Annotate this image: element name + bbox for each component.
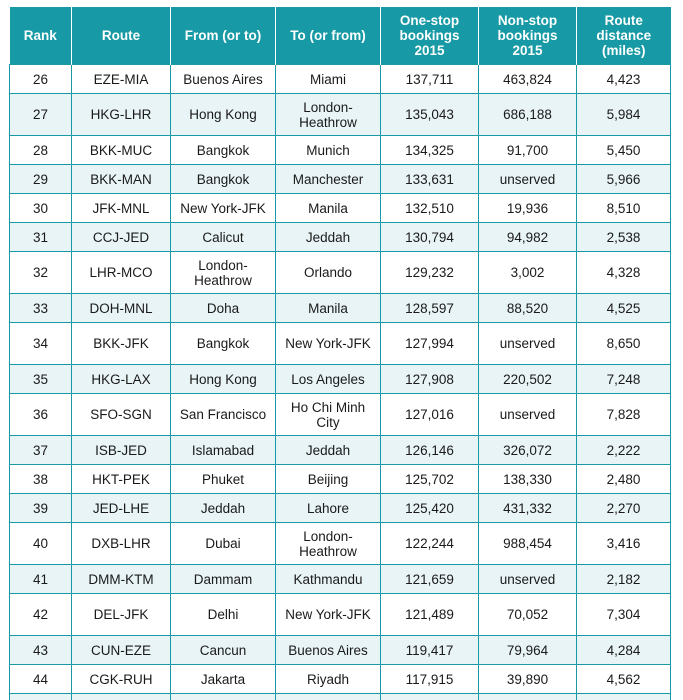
cell-route-distance: 3,416 [577,523,671,565]
cell-to: Manila [276,194,381,223]
cell-rank: 31 [10,223,72,252]
cell-from: Calicut [171,223,276,252]
cell-non-stop-bookings: 988,454 [479,523,577,565]
cell-non-stop-bookings: unserved [479,323,577,365]
cell-to: London-Heathrow [276,523,381,565]
cell-empty [479,694,577,700]
cell-non-stop-bookings: 39,890 [479,665,577,694]
cell-one-stop-bookings: 129,232 [381,252,479,294]
table-row [10,194,671,223]
cell-rank: 40 [10,523,72,565]
cell-from: Islamabad [171,436,276,465]
cell-rank: 38 [10,465,72,494]
cell-from: Doha [171,294,276,323]
cell-to: Kathmandu [276,565,381,594]
cell-route-distance: 7,828 [577,394,671,436]
cell-non-stop-bookings: 79,964 [479,636,577,665]
cell-one-stop-bookings: 130,794 [381,223,479,252]
table-row [10,365,671,394]
cell-from: Bangkok [171,136,276,165]
cell-empty [276,694,381,700]
cell-route-distance: 8,510 [577,194,671,223]
table-row [10,323,671,365]
cell-to: Los Angeles [276,365,381,394]
table-row [10,636,671,665]
cell-from: New York-JFK [171,194,276,223]
cell-route-distance: 2,480 [577,465,671,494]
table-row [10,565,671,594]
column-header-one-stop-bookings: One-stop bookings 2015 [381,7,479,65]
cell-from: London-Heathrow [171,252,276,294]
cell-from: Hong Kong [171,94,276,136]
table-row [10,494,671,523]
cell-from: Cancun [171,636,276,665]
cell-one-stop-bookings: 121,659 [381,565,479,594]
cell-to: London-Heathrow [276,94,381,136]
cell-to: Buenos Aires [276,636,381,665]
cell-non-stop-bookings: 138,330 [479,465,577,494]
cell-one-stop-bookings: 133,631 [381,165,479,194]
cell-route: LHR-MCO [72,252,171,294]
cell-non-stop-bookings: unserved [479,165,577,194]
cell-non-stop-bookings: 94,982 [479,223,577,252]
table-row [10,252,671,294]
column-header-route-distance: Route distance (miles) [577,7,671,65]
cell-from: Jeddah [171,494,276,523]
cell-rank: 36 [10,394,72,436]
cell-to: Jeddah [276,436,381,465]
table-row [10,523,671,565]
cell-one-stop-bookings: 135,043 [381,94,479,136]
cell-non-stop-bookings: 220,502 [479,365,577,394]
table-row [10,94,671,136]
cell-to: Miami [276,65,381,94]
cell-rank: 43 [10,636,72,665]
cell-route-distance: 4,562 [577,665,671,694]
cell-route-distance: 5,966 [577,165,671,194]
column-header-rank: Rank [10,7,72,65]
cell-rank: 33 [10,294,72,323]
cell-rank: 42 [10,594,72,636]
cell-route: CGK-RUH [72,665,171,694]
table-body [10,65,671,700]
cell-empty [72,694,171,700]
cell-from: Dubai [171,523,276,565]
cell-route: HKT-PEK [72,465,171,494]
column-header-non-stop-bookings: Non-stop bookings 2015 [479,7,577,65]
cell-rank: 41 [10,565,72,594]
cell-non-stop-bookings: 19,936 [479,194,577,223]
table-row-partial [10,694,671,700]
table-row [10,165,671,194]
cell-route-distance: 7,248 [577,365,671,394]
cell-route: HKG-LAX [72,365,171,394]
cell-route: SFO-SGN [72,394,171,436]
cell-to: Orlando [276,252,381,294]
cell-route-distance: 2,270 [577,494,671,523]
cell-non-stop-bookings: unserved [479,565,577,594]
cell-one-stop-bookings: 122,244 [381,523,479,565]
cell-to: Manila [276,294,381,323]
cell-to: New York-JFK [276,594,381,636]
cell-route-distance: 4,423 [577,65,671,94]
cell-rank: 37 [10,436,72,465]
cell-one-stop-bookings: 128,597 [381,294,479,323]
cell-route: DXB-LHR [72,523,171,565]
cell-one-stop-bookings: 127,908 [381,365,479,394]
table-row [10,294,671,323]
cell-route: CCJ-JED [72,223,171,252]
cell-rank: 30 [10,194,72,223]
cell-route-distance: 8,650 [577,323,671,365]
cell-route: EZE-MIA [72,65,171,94]
column-header-to: To (or from) [276,7,381,65]
cell-to: Manchester [276,165,381,194]
cell-non-stop-bookings: unserved [479,394,577,436]
cell-rank: 35 [10,365,72,394]
cell-one-stop-bookings: 125,702 [381,465,479,494]
cell-route: BKK-JFK [72,323,171,365]
cell-non-stop-bookings: 686,188 [479,94,577,136]
cell-to: Munich [276,136,381,165]
cell-one-stop-bookings: 125,420 [381,494,479,523]
cell-from: San Francisco [171,394,276,436]
cell-non-stop-bookings: 3,002 [479,252,577,294]
cell-to: New York-JFK [276,323,381,365]
cell-route: BKK-MUC [72,136,171,165]
cell-one-stop-bookings: 117,915 [381,665,479,694]
cell-from: Phuket [171,465,276,494]
cell-to: Ho Chi Minh City [276,394,381,436]
cell-rank: 39 [10,494,72,523]
cell-non-stop-bookings: 88,520 [479,294,577,323]
cell-empty [577,694,671,700]
column-header-from: From (or to) [171,7,276,65]
cell-one-stop-bookings: 127,016 [381,394,479,436]
cell-route-distance: 2,222 [577,436,671,465]
cell-route: DMM-KTM [72,565,171,594]
cell-empty [171,694,276,700]
column-header-route: Route [72,7,171,65]
cell-route: CUN-EZE [72,636,171,665]
cell-rank: 27 [10,94,72,136]
table-row [10,136,671,165]
cell-rank: 29 [10,165,72,194]
table-row [10,665,671,694]
cell-from: Hong Kong [171,365,276,394]
cell-from: Delhi [171,594,276,636]
cell-route: DEL-JFK [72,594,171,636]
cell-from: Dammam [171,565,276,594]
table-row [10,65,671,94]
table-row [10,436,671,465]
cell-route-distance: 2,182 [577,565,671,594]
cell-one-stop-bookings: 134,325 [381,136,479,165]
cell-one-stop-bookings: 126,146 [381,436,479,465]
cell-one-stop-bookings: 121,489 [381,594,479,636]
cell-route-distance: 7,304 [577,594,671,636]
cell-one-stop-bookings: 137,711 [381,65,479,94]
cell-to: Riyadh [276,665,381,694]
cell-non-stop-bookings: 431,332 [479,494,577,523]
cell-route: JFK-MNL [72,194,171,223]
cell-one-stop-bookings: 132,510 [381,194,479,223]
cell-empty [10,694,72,700]
cell-one-stop-bookings: 127,994 [381,323,479,365]
cell-from: Jakarta [171,665,276,694]
cell-rank: 34 [10,323,72,365]
cell-to: Jeddah [276,223,381,252]
cell-rank: 32 [10,252,72,294]
table-header-row [10,7,671,65]
cell-route: DOH-MNL [72,294,171,323]
cell-from: Bangkok [171,323,276,365]
cell-non-stop-bookings: 91,700 [479,136,577,165]
cell-route: HKG-LHR [72,94,171,136]
cell-empty [381,694,479,700]
cell-one-stop-bookings: 119,417 [381,636,479,665]
cell-to: Lahore [276,494,381,523]
cell-non-stop-bookings: 70,052 [479,594,577,636]
route-bookings-table [9,7,671,700]
cell-to: Beijing [276,465,381,494]
cell-from: Bangkok [171,165,276,194]
table-row [10,465,671,494]
table-row [10,594,671,636]
cell-rank: 44 [10,665,72,694]
table-row [10,223,671,252]
cell-route-distance: 4,328 [577,252,671,294]
cell-non-stop-bookings: 463,824 [479,65,577,94]
cell-route-distance: 4,284 [577,636,671,665]
table-row [10,394,671,436]
cell-non-stop-bookings: 326,072 [479,436,577,465]
cell-rank: 28 [10,136,72,165]
cell-from: Buenos Aires [171,65,276,94]
cell-route-distance: 5,984 [577,94,671,136]
cell-route-distance: 2,538 [577,223,671,252]
cell-route: ISB-JED [72,436,171,465]
cell-route-distance: 5,450 [577,136,671,165]
cell-rank: 26 [10,65,72,94]
cell-route: JED-LHE [72,494,171,523]
cell-route-distance: 4,525 [577,294,671,323]
cell-route: BKK-MAN [72,165,171,194]
